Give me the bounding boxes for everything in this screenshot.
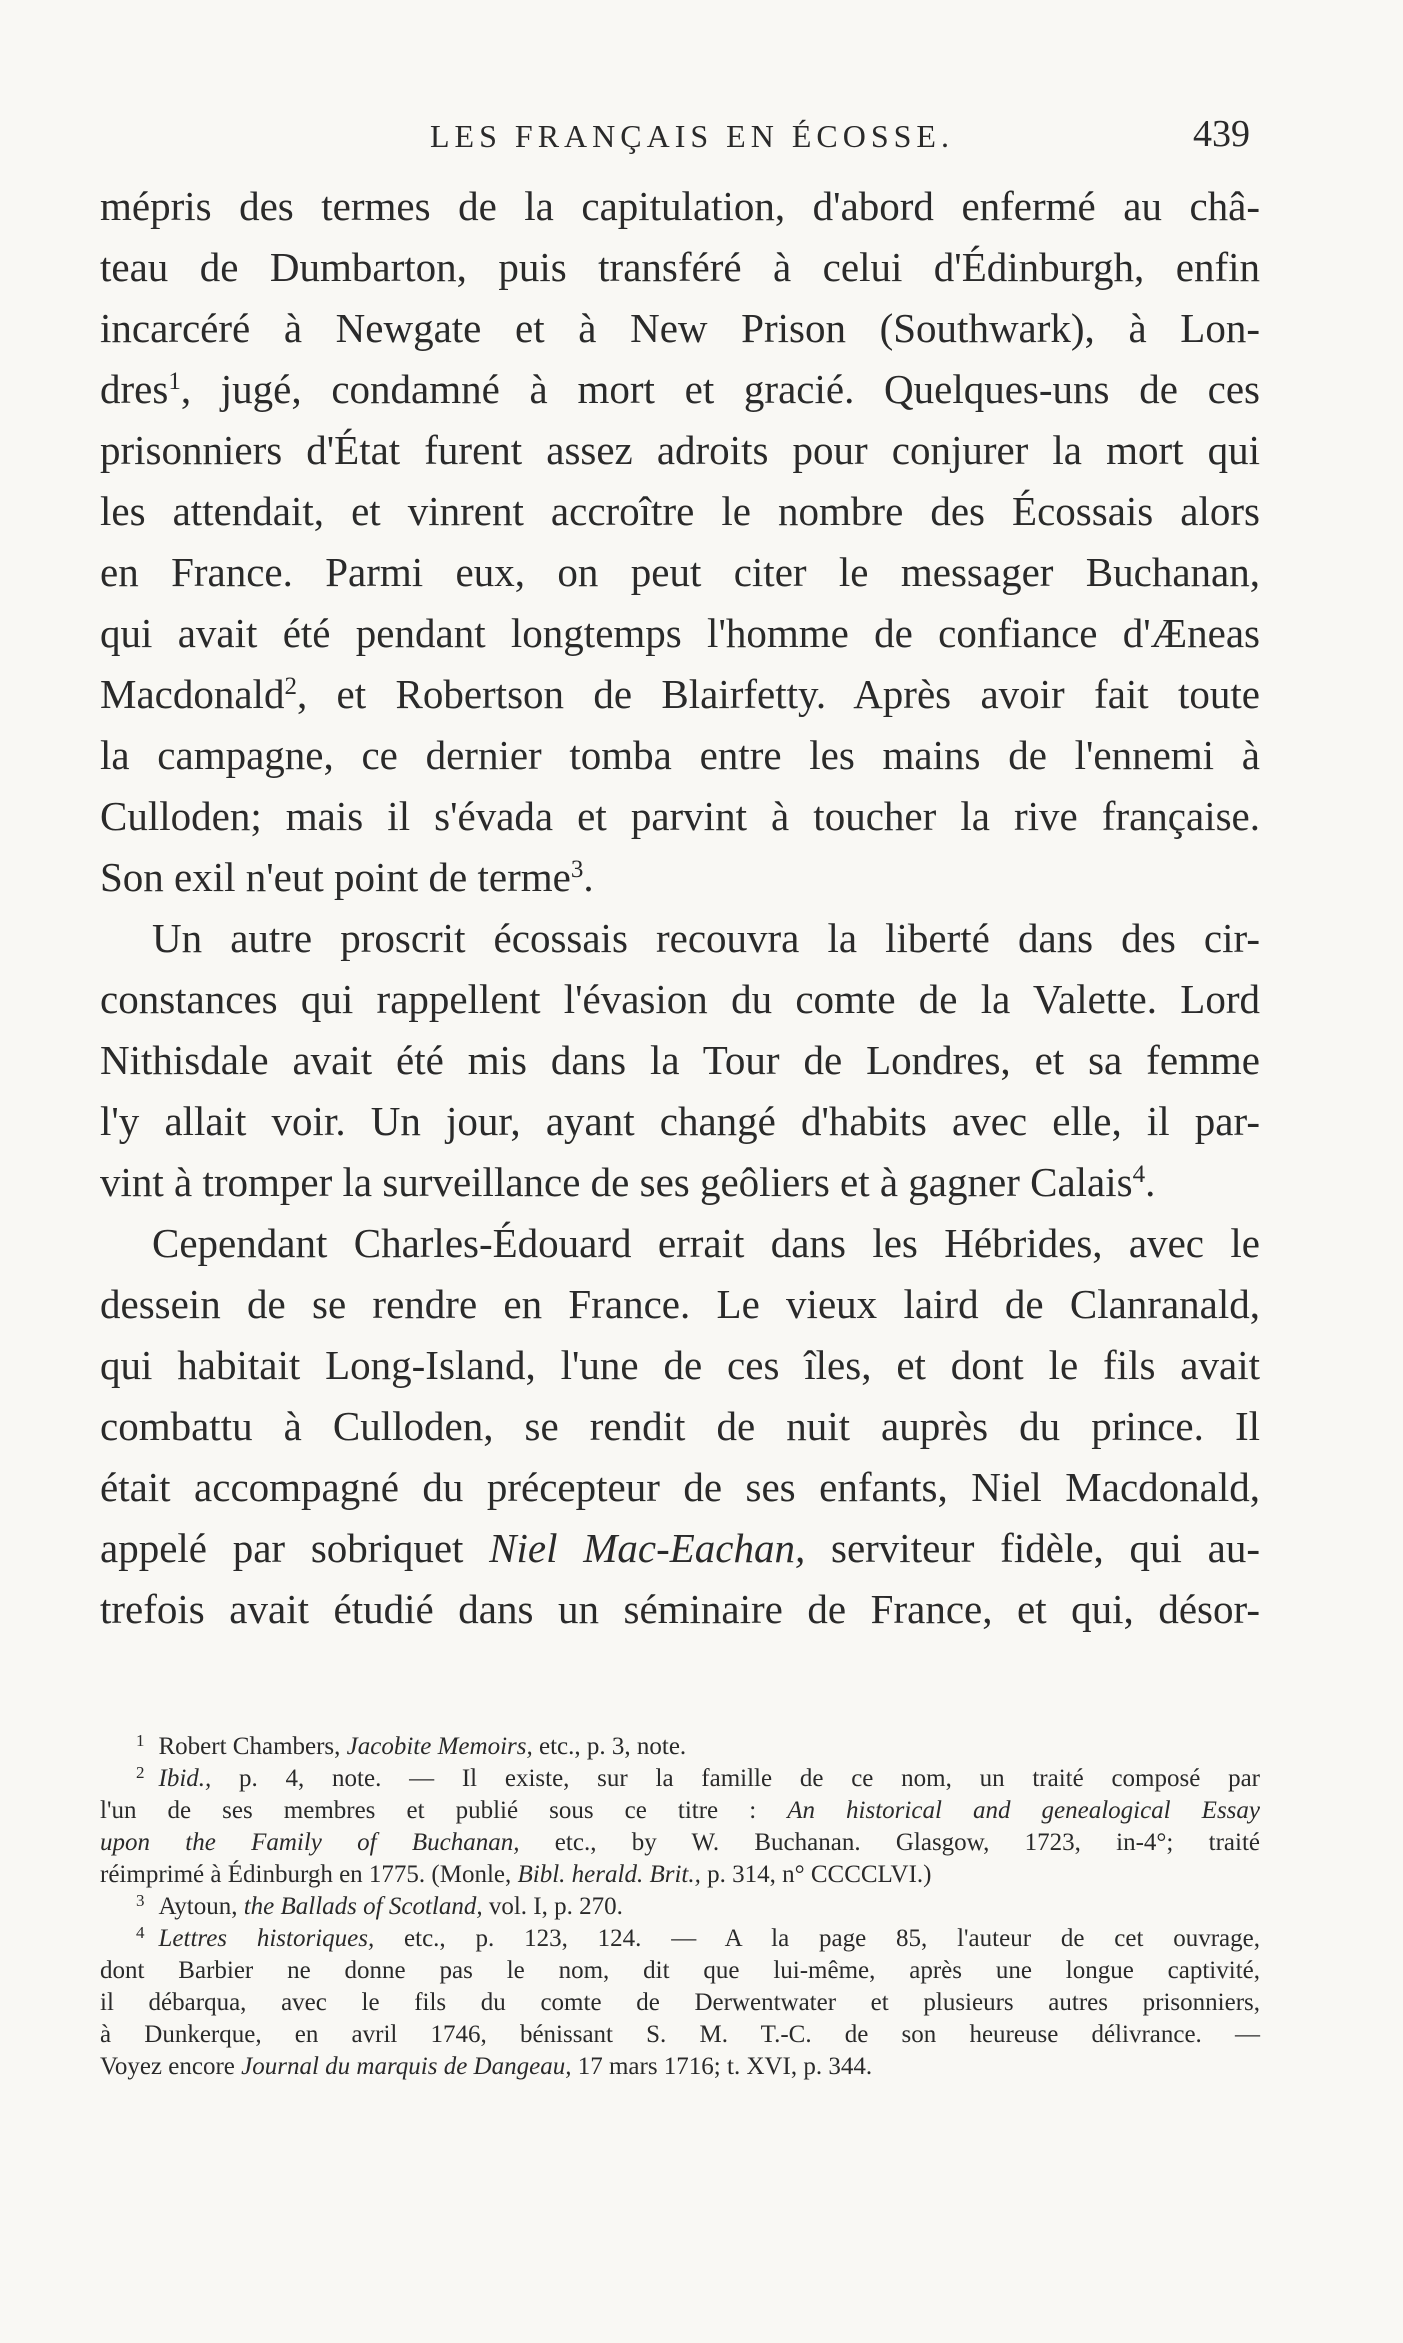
page-header — [100, 113, 1260, 178]
text-line: incarcéré à Newgate et à New Prison (Southwark), à Lon- — [100, 305, 1260, 351]
text-line: Un autre proscrit écossais recouvra la liberté dans des cir- — [152, 915, 1260, 961]
footnote-ref-4[interactable]: 4 — [1132, 1161, 1146, 1188]
text-span: dres — [100, 366, 169, 412]
footnote-line: il débarqua, avec le fils du comte de Derwentwater et plusieurs autres prisonniers, — [100, 1989, 1260, 2016]
text-line: Nithisdale avait été mis dans la Tour de Londres, et sa femme — [100, 1037, 1260, 1083]
footnote-4 — [100, 1923, 1260, 1955]
text-span: Robert Chambers, — [158, 1733, 347, 1760]
text-line: Culloden; mais il s'évada et parvint à toucher la rive française. — [100, 793, 1260, 839]
text-line: trefois avait étudié dans un séminaire de France, et qui, désor- — [100, 1586, 1260, 1632]
footnote-ref-3[interactable]: 3 — [570, 856, 584, 883]
text-line — [100, 1152, 1260, 1213]
italic-title: Lettres historiques, — [158, 1925, 375, 1952]
footnote-ref-2[interactable]: 2 — [284, 673, 297, 700]
text-line — [100, 1518, 1260, 1579]
footnote-number: 4 — [136, 1923, 145, 1942]
footnote-number: 1 — [136, 1731, 145, 1750]
italic-name: Niel Mac-Eachan, — [489, 1525, 806, 1571]
footnotes — [100, 1731, 1260, 2083]
italic-title: Journal du marquis de Dangeau, — [241, 2053, 572, 2080]
italic-title: upon the Family of Buchanan, — [100, 1829, 520, 1856]
text-line: les attendait, et vinrent accroître le nombre des Écossais alors — [100, 488, 1260, 534]
text-span: , et Robertson de Blairfetty. Après avoir fait toute — [296, 671, 1260, 717]
text-span: . — [1145, 1159, 1156, 1205]
text-line — [100, 359, 1260, 420]
page-number: 439 — [1193, 113, 1250, 155]
footnote-1 — [100, 1731, 1260, 1763]
footnote-2 — [100, 1763, 1260, 1795]
text-line: qui habitait Long-Island, l'une de ces îles, et dont le fils avait — [100, 1342, 1260, 1388]
text-line: prisonniers d'État furent assez adroits pour conjurer la mort qui — [100, 427, 1260, 473]
text-line — [100, 664, 1260, 725]
footnote-line — [100, 1827, 1260, 1859]
text-line: combattu à Culloden, se rendit de nuit auprès du prince. Il — [100, 1403, 1260, 1449]
text-line: teau de Dumbarton, puis transféré à celui d'Édinburgh, enfin — [100, 244, 1260, 290]
text-line — [100, 847, 1260, 908]
italic-title: Bibl. herald. Brit., — [517, 1861, 701, 1888]
text-span: p. 4, note. — Il existe, sur la famille de ce nom, un traité composé par — [211, 1765, 1260, 1792]
text-line: l'y allait voir. Un jour, ayant changé d'habits avec elle, il par- — [100, 1098, 1260, 1144]
text-span: , jugé, condamné à mort et gracié. Quelques-uns de ces — [180, 366, 1260, 412]
footnote-ref-1[interactable]: 1 — [168, 368, 181, 395]
footnote-line: dont Barbier ne donne pas le nom, dit que lui-même, après une longue captivité, — [100, 1957, 1260, 1984]
text-span: Macdonald — [100, 671, 285, 717]
text-span: Aytoun, — [158, 1893, 244, 1920]
text-line: était accompagné du précepteur de ses enfants, Niel Macdonald, — [100, 1464, 1260, 1510]
italic-title: An historical and genealogical Essay — [787, 1797, 1261, 1824]
text-span: serviteur fidèle, qui au- — [805, 1525, 1260, 1571]
text-span: etc., by W. Buchanan. Glasgow, 1723, in-4°; traité — [519, 1829, 1261, 1856]
footnote-number: 3 — [136, 1891, 145, 1910]
text-span: Voyez encore — [100, 2053, 242, 2080]
text-span: réimprimé à Édinburgh en 1775. (Monle, — [100, 1861, 518, 1888]
text-line: Cependant Charles-Édouard errait dans les Hébrides, avec le — [152, 1220, 1260, 1266]
footnote-number: 2 — [136, 1763, 145, 1782]
footnote-line — [100, 2051, 1260, 2083]
text-line: qui avait été pendant longtemps l'homme de confiance d'Æneas — [100, 610, 1260, 656]
text-line: mépris des termes de la capitulation, d'abord enfermé au châ- — [100, 183, 1260, 229]
italic-title: the Ballads of Scotland, — [243, 1893, 483, 1920]
text-line: dessein de se rendre en France. Le vieux laird de Clanranald, — [100, 1281, 1260, 1327]
text-span: Son exil n'eut point de terme — [100, 854, 571, 900]
text-span: p. 314, n° CCCCLVI.) — [700, 1861, 932, 1888]
text-span: etc., p. 123, 124. — A la page 85, l'auteur de cet ouvrage, — [374, 1925, 1260, 1952]
text-line: en France. Parmi eux, on peut citer le messager Buchanan, — [100, 549, 1260, 595]
text-line: constances qui rappellent l'évasion du comte de la Valette. Lord — [100, 976, 1260, 1022]
italic-title: Jacobite Memoirs, — [346, 1733, 533, 1760]
main-text — [100, 176, 1260, 1640]
text-span: 17 mars 1716; t. XVI, p. 344. — [571, 2053, 873, 2080]
italic-title: Ibid., — [158, 1765, 212, 1792]
text-line: la campagne, ce dernier tomba entre les mains de l'ennemi à — [100, 732, 1260, 778]
running-title: LES FRANÇAIS EN ÉCOSSE. — [430, 118, 954, 154]
footnote-line: à Dunkerque, en avril 1746, bénissant S. M. T.-C. de son heureuse délivrance. — — [100, 2021, 1260, 2048]
text-span: etc., p. 3, note. — [532, 1733, 687, 1760]
text-span: vol. I, p. 270. — [482, 1893, 623, 1920]
text-span: l'un de ses membres et publié sous ce titre : — [100, 1797, 788, 1824]
text-span: appelé par sobriquet — [100, 1525, 490, 1571]
footnote-line — [100, 1859, 1260, 1891]
text-span: vint à tromper la surveillance de ses geôliers et à gagner Calais — [100, 1159, 1133, 1205]
text-span: . — [583, 854, 594, 900]
footnote-3 — [100, 1891, 1260, 1923]
footnote-line — [100, 1795, 1260, 1827]
